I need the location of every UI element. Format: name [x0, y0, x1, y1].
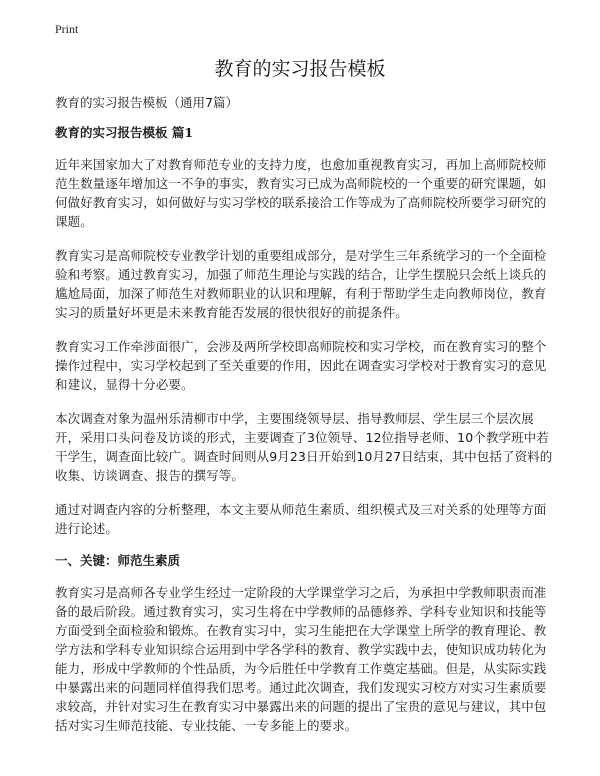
- paragraph: 教育实习是高师各专业学生经过一定阶段的大学课堂学习之后，为承担中学教师职责而准备的最后阶段。通过教育实习，实习生将在中学教师的品德修养、学科专业知识和技能等方面受到全面检验和锻炼。在教育实习中，实习生能把在大学课堂上所学的教育理论、教学方法和学科专业知识综合运用到中学各学科的教育、教学实践中去，使知识成功转化为能力，形成中学教师的个性品质，为今后胜任中学教育工作奠定基础。但是，从实际实践中暴露出来的问题同样值得我们思考。通过此次调查，我们发现实习校方对实习生素质要求较高，并针对实习生在教育实习中暴露出来的问题的提出了宝贵的意见与建议，其中包括对实习生师范技能、专业技能、一专多能上的要求。: [55, 585, 547, 733]
- paragraph: 通过对调查内容的分析整理，本文主要从师范生素质、组织模式及三对关系的处理等方面进行论述。: [55, 502, 547, 536]
- paragraph: 本次调查对象为温州乐清柳市中学，主要围绕领导层、指导教师层、学生层三个层次展开，采用口头问卷及访谈的形式，主要调查了3位领导、12位指导老师、10个教学班中若干学生，调查面比较广。调查时间则从9月23日开始到10月27日结束，其中包括了资料的收集、访谈调查、报告的撰写等。: [55, 411, 553, 483]
- paragraph: 教育实习是高师院校专业教学计划的重要组成部分，是对学生三年系统学习的一个全面检验和考察。通过教育实习，加强了师范生理论与实践的结合，让学生摆脱只会纸上谈兵的尴尬局面，加深了师范生对教师职业的认识和理解，有利于帮助学生走向教师岗位，教育实习的质量好坏更是未来教育能否发展的很快很好的前提条件。: [55, 248, 547, 320]
- section-heading: 教育的实习报告模板 篇1: [55, 125, 194, 140]
- document-body: [55, 95, 555, 750]
- sub-heading: 一、关键：师范生素质: [55, 553, 181, 568]
- print-link[interactable]: Print: [55, 22, 79, 36]
- document-title: 教育的实习报告模板: [214, 58, 386, 80]
- paragraph: 近年来国家加大了对教育师范专业的支持力度，也愈加重视教育实习，再加上高师院校师范生数量逐年增加这一不争的事实，教育实习已成为高师院校的一个重要的研究课题，如何做好教育实习，如何做好与实习学校的联系接洽工作等成为了高师院校所要学习研究的课题。: [55, 157, 547, 229]
- document-subtitle: 教育的实习报告模板（通用7篇）: [55, 95, 238, 110]
- paragraph: 教育实习工作牵涉面很广，会涉及两所学校即高师院校和实习学校，而在教育实习的整个操作过程中，实习学校起到了至关重要的作用，因此在调查实习学校对于教育实习的意见和建议，显得十分必要。: [55, 339, 547, 392]
